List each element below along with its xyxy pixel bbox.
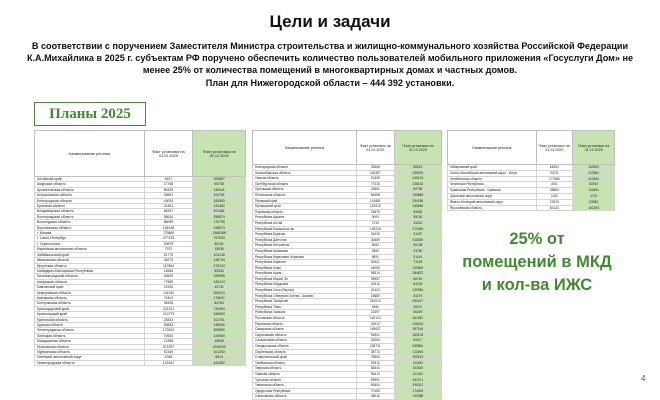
lead-line: В соответствии с поручением Заместителя Министра строительства и жилищно-коммунального хозяйства Российской Федерации: [31, 41, 629, 51]
region-cell: Республика Ингушетия: [253, 243, 357, 249]
region-cell: Республика Коми: [253, 265, 357, 271]
plan-cell: 129800: [394, 265, 441, 271]
table-header-row: [35, 131, 246, 177]
fact-cell: 77430: [356, 181, 394, 187]
highlight-line: и кол-ва ИЖС: [481, 276, 593, 294]
region-cell: г. Москва: [35, 231, 145, 236]
lead-line: План для Нижегородской области – 444 392 установки.: [205, 77, 455, 88]
region-cell: Костромская область: [35, 301, 145, 306]
fact-cell: 84124: [536, 205, 573, 211]
plan-cell: 726493: [193, 306, 246, 311]
plan-cell: 86751: [394, 276, 441, 282]
region-cell: Ненецкий автономный округ: [35, 355, 145, 360]
plan-cell: 797653: [193, 236, 246, 241]
plan-cell: 201481: [193, 209, 246, 214]
plan-cell: 83764: [573, 182, 615, 188]
plan-cell: 69217: [394, 338, 441, 344]
fact-cell: 21920: [144, 285, 193, 290]
plan-cell: 82708: [394, 187, 441, 193]
table-row: [253, 394, 442, 400]
plan-cell: 535861: [394, 344, 441, 350]
table-header-row: [253, 131, 442, 165]
region-cell: Вологодская область: [35, 220, 145, 225]
fact-cell: 63629: [144, 274, 193, 279]
fact-cell: 58344: [356, 366, 394, 372]
fact-cell: 70183: [356, 388, 394, 394]
fact-cell: 65394: [536, 165, 573, 171]
region-cell: Сахалинская область: [253, 338, 357, 344]
fact-cell: 3963: [356, 248, 394, 254]
fact-cell: 80439: [144, 187, 193, 192]
fact-cell: 12398: [144, 339, 193, 344]
fact-cell: 477433: [144, 236, 193, 241]
fact-cell: 1946: [144, 355, 193, 360]
fact-cell: 6427: [144, 177, 193, 182]
region-cell: Томская область: [253, 371, 357, 377]
plan-cell: 126414: [394, 321, 441, 327]
plan-cell: 160924: [573, 165, 615, 171]
fact-cell: 28957: [356, 276, 394, 282]
plan-cell: 15536: [193, 247, 246, 252]
plan-cell: 26371: [394, 304, 441, 310]
region-cell: Республика Алтай: [253, 220, 357, 226]
region-cell: г. Севастополь: [35, 241, 145, 246]
fact-cell: 228731: [356, 344, 394, 350]
fact-cell: 48016: [356, 394, 394, 400]
region-cell: Забайкальский край: [35, 252, 145, 257]
region-cell: Мурманская область: [35, 350, 145, 355]
fact-cell: 212773: [144, 312, 193, 317]
region-cell: Ставропольский край: [253, 355, 357, 361]
header-fact: Факт установок на 01.01.2025: [144, 131, 193, 177]
plan-cell: 238134: [394, 181, 441, 187]
region-cell: Чувашская Республика - Чувашия: [448, 188, 537, 194]
fact-cell: 38564: [536, 188, 573, 194]
region-cell: Белгородская область: [35, 198, 145, 203]
fact-cell: 78564: [356, 355, 394, 361]
fact-cell: 38773: [356, 349, 394, 355]
plan-cell: 110432: [394, 360, 441, 366]
fact-cell: 8891: [356, 254, 394, 260]
region-cell: г. Санкт-Петербург: [35, 236, 145, 241]
fact-cell: 43561: [356, 187, 394, 193]
fact-cell: 22497: [356, 310, 394, 316]
fact-cell: 49412: [356, 321, 394, 327]
region-cell: Республика Калмыкия: [253, 248, 357, 254]
region-cell: Амурская область: [35, 182, 145, 187]
region-cell: Чеченская Республика: [448, 182, 537, 188]
plan-cell: 55130: [394, 215, 441, 221]
highlight-line: 25% от: [509, 230, 565, 248]
region-cell: Республика Карелия: [253, 260, 357, 266]
plan-cell: 338393: [394, 170, 441, 176]
plan-cell: 144983: [193, 333, 246, 338]
plan-cell: 50138: [394, 243, 441, 249]
region-cell: Республика Хакасия: [253, 310, 357, 316]
page-title: Цели и задачи: [269, 12, 391, 31]
plan-cell: 83279: [394, 293, 441, 299]
table-row: [35, 360, 246, 365]
plan-cell: 23780: [394, 248, 441, 254]
region-cell: Республика Бурятия: [253, 232, 357, 238]
region-cell: Липецкая область: [35, 333, 145, 338]
fact-cell: 140124: [356, 316, 394, 322]
fact-cell: 91309: [356, 176, 394, 182]
plan-cell: 19838: [193, 339, 246, 344]
region-cell: Ленинградская область: [35, 328, 145, 333]
plan-cell: 55131: [193, 241, 246, 246]
plan-cell: 73149: [394, 260, 441, 266]
plan-cell: 66249: [394, 310, 441, 316]
plan-cell: 145124: [193, 279, 246, 284]
plan-cell: 246213: [394, 176, 441, 182]
plan-cell: 159999: [193, 274, 246, 279]
fact-cell: 160397: [356, 170, 394, 176]
region-cell: Республика Мордовия: [253, 282, 357, 288]
region-cell: Псковская область: [253, 209, 357, 215]
plan-cell: 306010: [193, 290, 246, 295]
region-cell: Краснодарский край: [35, 306, 145, 311]
fact-cell: 141881: [356, 198, 394, 204]
region-cell: Республика Адыгея: [253, 215, 357, 221]
plans-table-1: [34, 130, 246, 366]
region-cell: Воронежская область: [35, 225, 145, 230]
fact-cell: 723865: [144, 231, 193, 236]
region-cell: Еврейская автономная область: [35, 247, 145, 252]
header-fact: Факт установок на 01.01.2025: [536, 131, 573, 165]
fact-cell: 96301: [356, 332, 394, 338]
fact-cell: 43093: [144, 198, 193, 203]
region-cell: Волгоградская область: [35, 214, 145, 219]
region-cell: Кемеровская область: [35, 290, 145, 295]
fact-cell: 23879: [356, 209, 394, 215]
plan-cell: 140451: [573, 188, 615, 194]
region-cell: Оренбургская область: [253, 181, 357, 187]
header-plan: План установок на 31.12.2025: [394, 131, 441, 165]
region-cell: Республика Татарстан: [253, 299, 357, 305]
plan-cell: 170795: [193, 220, 246, 225]
region-cell: Челябинская область: [448, 176, 537, 182]
region-cell: Астраханская область: [35, 193, 145, 198]
plan-cell: 84764: [193, 301, 246, 306]
plan-cell: 298574: [193, 214, 246, 219]
fact-cell: 74404: [144, 295, 193, 300]
fact-cell: 22576: [536, 199, 573, 205]
plan-cell: 53284: [573, 199, 615, 205]
plan-cell: 461087: [394, 316, 441, 322]
fact-cell: 59833: [144, 322, 193, 327]
fact-cell: 41451: [144, 204, 193, 209]
plan-cell: 80834: [394, 209, 441, 215]
fact-cell: 34339: [356, 232, 394, 238]
header-region: Наименование региона: [448, 131, 537, 165]
plan-cell: 218300: [394, 237, 441, 243]
region-cell: Магаданская область: [35, 339, 145, 344]
plan-cell: 1235933: [193, 344, 246, 349]
region-cell: Омская область: [253, 176, 357, 182]
plan-cell: 83334: [193, 268, 246, 273]
region-cell: Самарская область: [253, 327, 357, 333]
fact-cell: 177566: [536, 176, 573, 182]
plan-cell: 235660: [394, 204, 441, 210]
plan-cell: 192071: [394, 377, 441, 383]
region-cell: Чукотский автономный округ: [448, 193, 537, 199]
plan-cell: 138530: [193, 322, 246, 327]
fact-cell: 123215: [356, 204, 394, 210]
fact-cell: 40124: [356, 288, 394, 294]
plan-cell: 346983: [193, 312, 246, 317]
region-cell: Удмуртская Республика: [253, 388, 357, 394]
highlight-line: помещений в МКД: [462, 253, 612, 271]
lead-line: менее 25% от количества помещений в многоквартирных домах и частных домов.: [142, 65, 518, 76]
plan-cell: 102751: [193, 317, 246, 322]
plan-cell: 533417: [394, 299, 441, 305]
fact-cell: 30689: [356, 237, 394, 243]
region-cell: Республика Крым: [253, 271, 357, 277]
plan-cell: 305213: [394, 355, 441, 361]
region-cell: Тюменская область: [253, 383, 357, 389]
fact-cell: 4911: [536, 182, 573, 188]
region-cell: Пермский край: [253, 198, 357, 204]
region-cell: Курская область: [35, 322, 145, 327]
fact-cell: 169637: [356, 327, 394, 333]
fact-cell: 14655: [144, 268, 193, 273]
plan-cell: 309590: [193, 328, 246, 333]
region-cell: Тверская область: [253, 366, 357, 372]
fact-cell: 56498: [356, 192, 394, 198]
lead-line: К.А.Михайлика в 2025 г. субъектам РФ поручено обеспечить количество пользователей мобильного приложения «Госуслуги Дом» не: [26, 53, 634, 64]
region-cell: Рязанская область: [253, 321, 357, 327]
plan-cell: 51441: [394, 254, 441, 260]
target-highlight: [446, 228, 628, 297]
region-cell: Красноярский край: [35, 312, 145, 317]
plan-cell: 153519: [394, 366, 441, 372]
fact-cell: 17768: [144, 182, 193, 187]
plan-cell: 148734: [193, 258, 246, 263]
fact-cell: 38195: [144, 301, 193, 306]
plan-cell: 318573: [193, 225, 246, 230]
fact-cell: 77669: [144, 279, 193, 284]
fact-cell: 221221: [144, 306, 193, 311]
region-cell: Саратовская область: [253, 332, 357, 338]
fact-cell: 51779: [144, 252, 193, 257]
header-plan: План установок на 31.12.2025: [193, 131, 246, 177]
region-cell: Республика Марий Эл: [253, 276, 357, 282]
table-header-row: [448, 131, 615, 165]
fact-cell: 32566: [356, 165, 394, 171]
region-cell: Хабаровский край: [448, 165, 537, 171]
fact-cell: 251013: [356, 299, 394, 305]
region-cell: Владимирская область: [35, 209, 145, 214]
fact-cell: 7233: [356, 220, 394, 226]
fact-cell: 571397: [144, 344, 193, 349]
fact-cell: 98610: [144, 214, 193, 219]
fact-cell: 56413: [356, 371, 394, 377]
region-cell: Московская область: [35, 344, 145, 349]
plan-cell: 140388: [394, 394, 441, 400]
plan-cell: 121467: [394, 371, 441, 377]
plan-cell: 131462: [193, 204, 246, 209]
region-cell: Архангельская область: [35, 187, 145, 192]
region-cell: Нижегородская область: [35, 360, 145, 365]
fact-cell: 101120: [144, 290, 193, 295]
fact-cell: 5460: [356, 304, 394, 310]
plans-label-box: [34, 102, 146, 126]
fact-cell: 121461: [144, 360, 193, 365]
region-cell: Республика Тыва: [253, 304, 357, 310]
region-cell: Курганская область: [35, 317, 145, 322]
region-cell: Калужская область: [35, 279, 145, 284]
plan-cell: 25310: [394, 220, 441, 226]
plans-table-3: [447, 130, 615, 211]
fact-cell: 172624: [144, 328, 193, 333]
plan-cell: 120584: [394, 288, 441, 294]
region-cell: Смоленская область: [253, 349, 357, 355]
plans-label: Планы 2025: [49, 106, 131, 122]
region-cell: Ямало-Ненецкий автономный округ: [448, 199, 537, 205]
region-cell: Республика Карачаево-Черкесия: [253, 254, 357, 260]
fact-cell: 44060: [356, 265, 394, 271]
fact-cell: 9004: [356, 215, 394, 221]
plan-cell: 444392: [193, 360, 246, 365]
plan-cell: 209807: [193, 177, 246, 182]
plans-table-2: [252, 130, 442, 400]
region-cell: Тамбовская область: [253, 360, 357, 366]
header-plan: План установок на 31.12.2025: [573, 131, 615, 165]
plan-cell: 1366388: [193, 231, 246, 236]
fact-cell: 33264: [356, 338, 394, 344]
plan-cell: 95738: [193, 182, 246, 187]
region-cell: Новосибирская область: [253, 170, 357, 176]
region-cell: Ивановская область: [35, 258, 145, 263]
plan-cell: 479454: [394, 226, 441, 232]
fact-cell: 86157: [144, 209, 193, 214]
header-region: Наименование региона: [253, 131, 357, 165]
plan-cell: 294188: [394, 198, 441, 204]
region-cell: Иркутская область: [35, 263, 145, 268]
plan-cell: 279124: [193, 263, 246, 268]
region-cell: Ростовская область: [253, 316, 357, 322]
header-region: Наименование региона: [35, 131, 145, 177]
fact-cell: 26661: [144, 193, 193, 198]
fact-cell: 149218: [356, 226, 394, 232]
fact-cell: 70604: [144, 333, 193, 338]
plan-cell: 284837: [394, 271, 441, 277]
fact-cell: 89991: [356, 377, 394, 383]
region-cell: Камчатский край: [35, 285, 145, 290]
plan-cell: 161293: [573, 205, 615, 211]
table-row: [448, 205, 615, 211]
plan-cell: 280103: [394, 332, 441, 338]
fact-cell: 40021: [356, 260, 394, 266]
region-cell: Алтайский край: [35, 177, 145, 182]
plan-cell: 91437: [394, 232, 441, 238]
region-cell: Республика Саха (Якутия): [253, 288, 357, 294]
fact-cell: 86099: [144, 220, 193, 225]
region-cell: Ярославская область: [448, 205, 537, 211]
plan-cell: 68313: [394, 165, 441, 171]
plan-cell: 175647: [193, 295, 246, 300]
region-cell: Калининградская область: [35, 274, 145, 279]
plan-cell: 104751: [193, 193, 246, 198]
region-cell: Республика Башкортостан: [253, 226, 357, 232]
lead-paragraph: [6, 40, 654, 89]
plan-cell: 146041: [193, 187, 246, 192]
fact-cell: 106148: [144, 225, 193, 230]
fact-cell: 7972: [144, 247, 193, 252]
fact-cell: 20679: [144, 241, 193, 246]
plan-cell: 40741: [193, 285, 246, 290]
plan-cell: 189953: [193, 198, 246, 203]
fact-cell: 15880: [356, 293, 394, 299]
fact-cell: 30412: [356, 282, 394, 288]
fact-cell: 94711: [536, 170, 573, 176]
region-cell: Брянская область: [35, 204, 145, 209]
page-number: 4: [641, 374, 646, 383]
plan-cell: 397146: [394, 327, 441, 333]
plan-cell: 101148: [193, 252, 246, 257]
fact-cell: 98314: [356, 271, 394, 277]
region-cell: Приморский край: [253, 204, 357, 210]
plan-cell: 113493: [394, 349, 441, 355]
fact-cell: 8063: [356, 243, 394, 249]
plan-cell: 6514: [193, 355, 246, 360]
plan-cell: 413924: [573, 176, 615, 182]
plan-cell: 199312: [394, 383, 441, 389]
region-cell: Новгородская область: [253, 165, 357, 171]
region-cell: Тульская область: [253, 377, 357, 383]
region-cell: Орловская область: [253, 187, 357, 193]
plan-cell: 101253: [193, 350, 246, 355]
fact-cell: 29312: [356, 360, 394, 366]
plan-cell: 203384: [573, 170, 615, 176]
plan-cell: 84233: [394, 282, 441, 288]
region-cell: Республика Северная Осетия - Алания: [253, 293, 357, 299]
region-cell: Республика Дагестан: [253, 237, 357, 243]
fact-cell: 28434: [144, 317, 193, 322]
region-cell: Ханты-Мансийский автономный округ - Югра: [448, 170, 537, 176]
fact-cell: 52345: [144, 350, 193, 355]
fact-cell: 1193: [536, 193, 573, 199]
fact-cell: 45279: [144, 258, 193, 263]
region-cell: Кабардино-Балкарская Республика: [35, 268, 145, 273]
fact-cell: 117864: [144, 263, 193, 268]
region-cell: Кировская область: [35, 295, 145, 300]
region-cell: Пензенская область: [253, 192, 357, 198]
plan-cell: 174003: [394, 388, 441, 394]
region-cell: Свердловская область: [253, 344, 357, 350]
region-cell: Ульяновская область: [253, 394, 357, 400]
header-fact: Факт установок на 01.01.2025: [356, 131, 394, 165]
fact-cell: 80604: [356, 383, 394, 389]
plan-cell: 4731: [573, 193, 615, 199]
plan-cell: 145884: [394, 192, 441, 198]
